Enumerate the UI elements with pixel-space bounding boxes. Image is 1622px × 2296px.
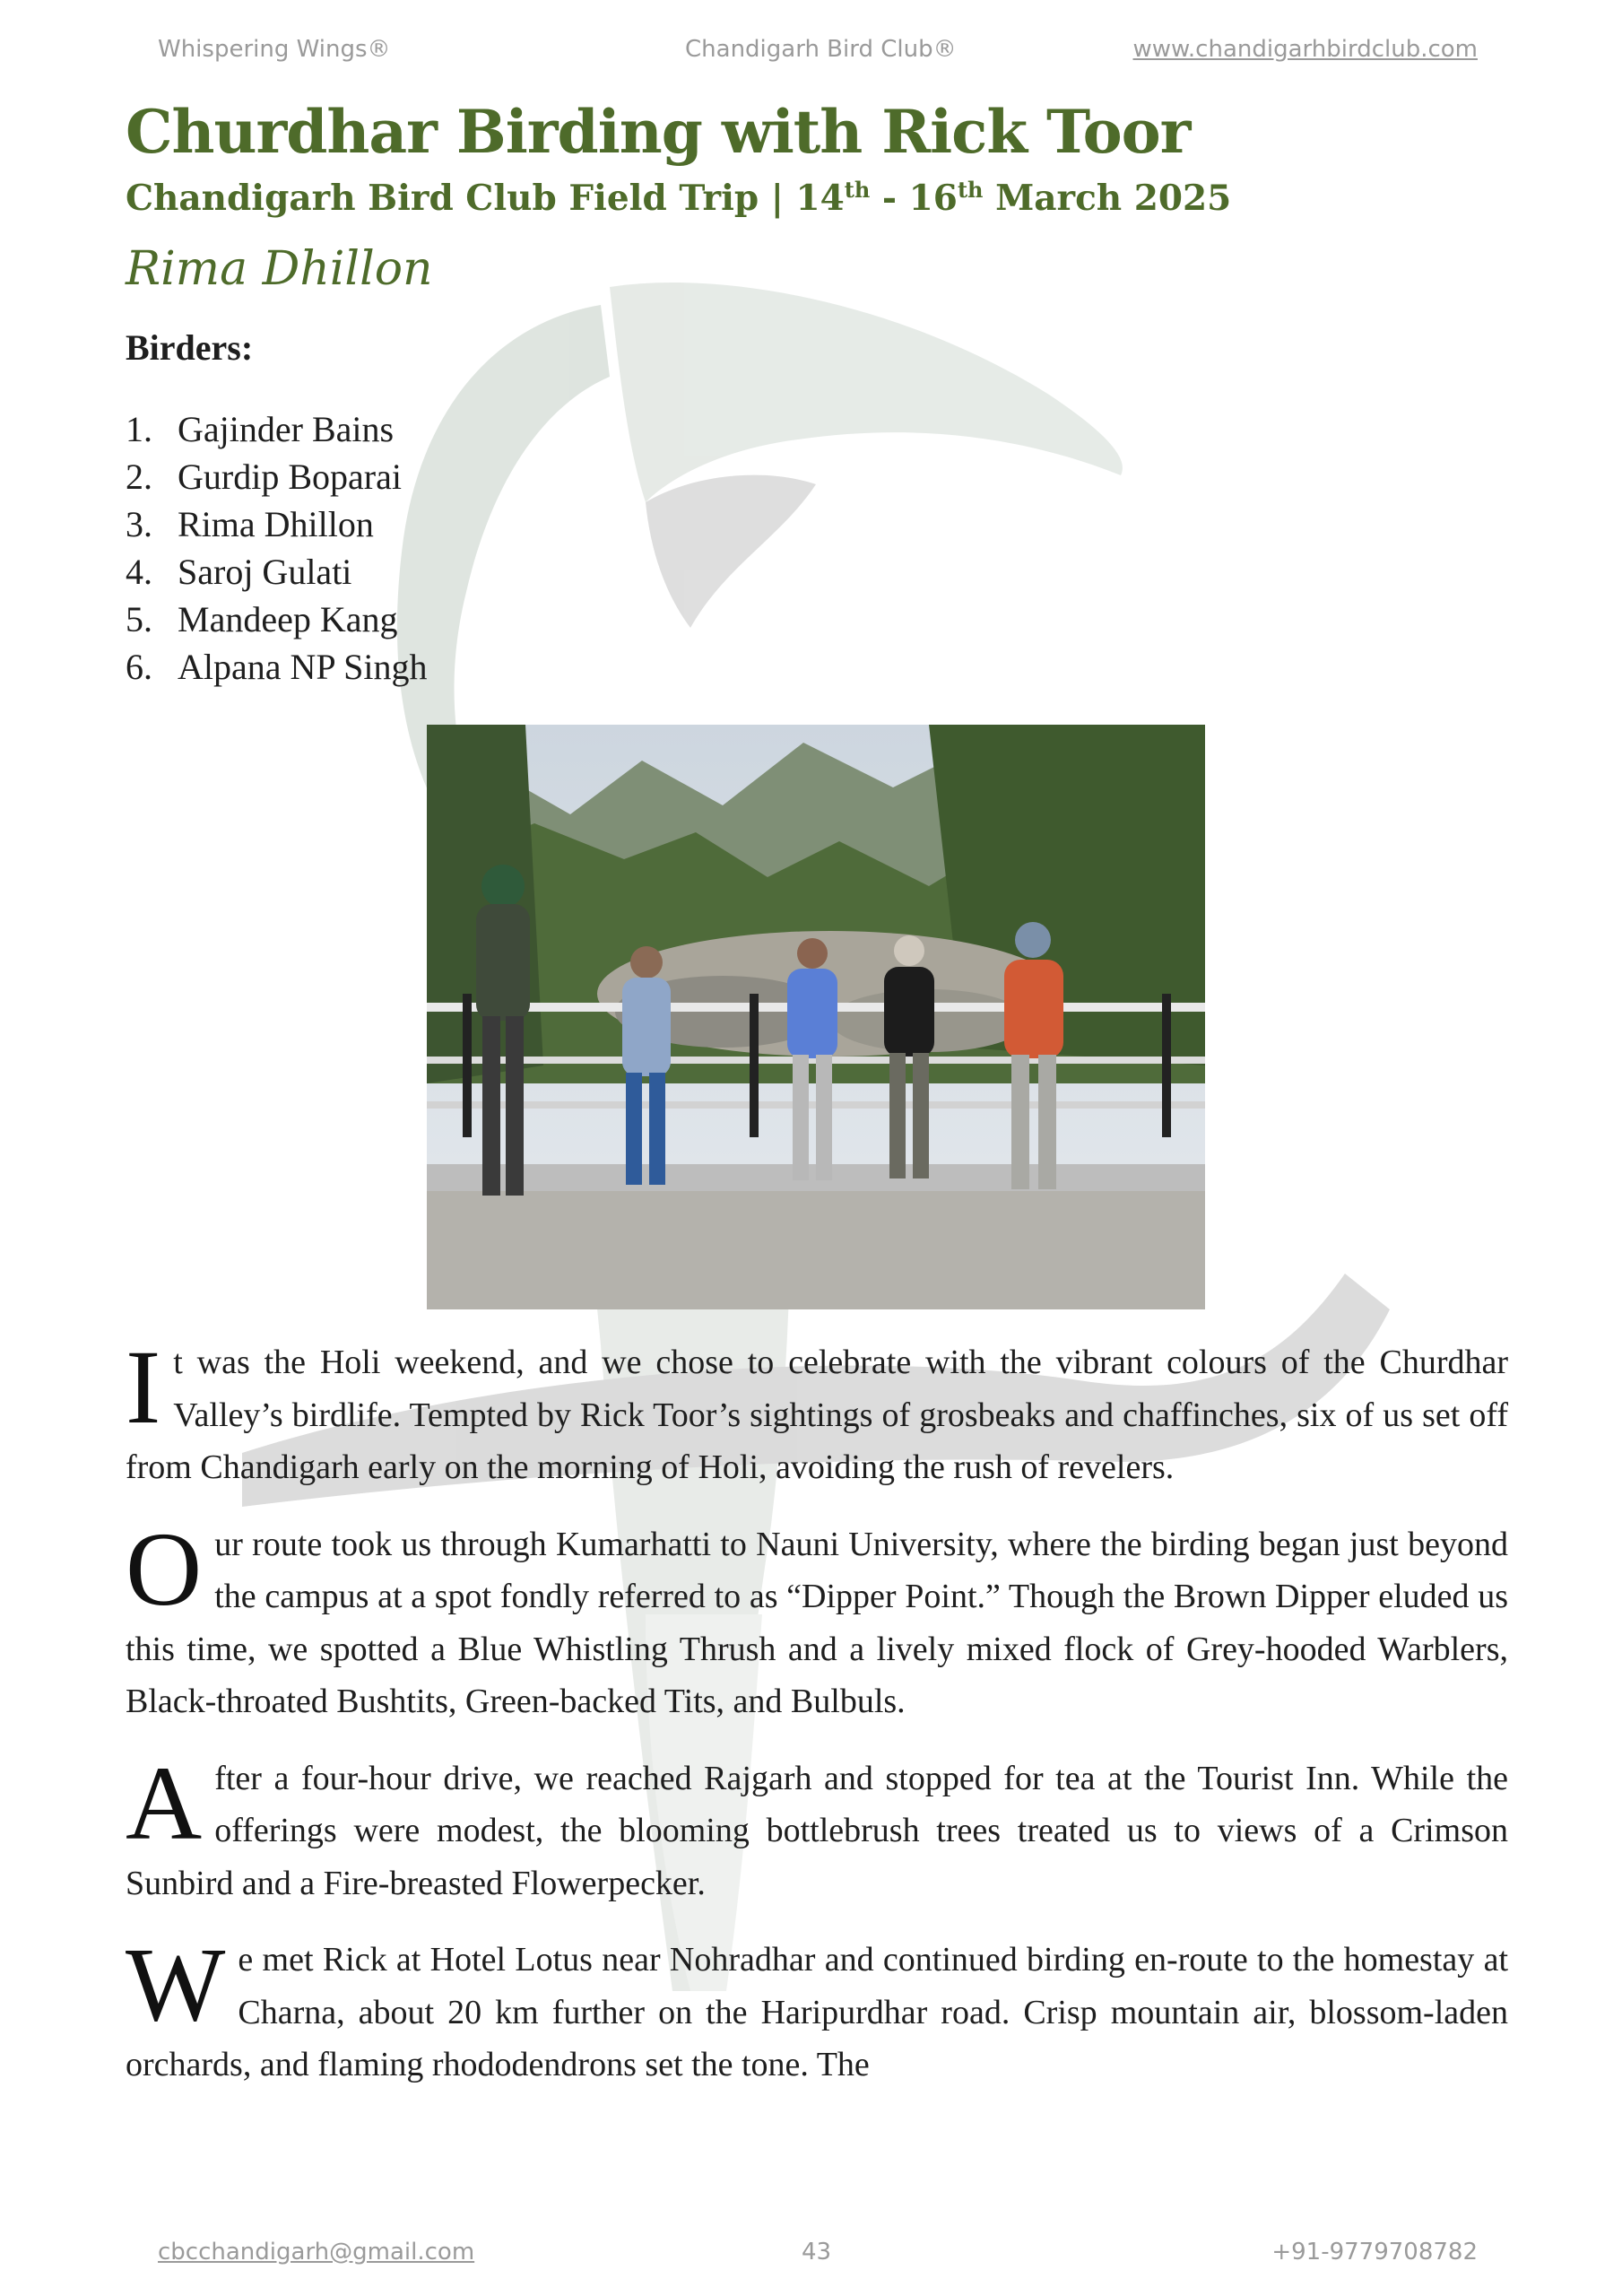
drop-cap: W bbox=[126, 1926, 226, 2043]
subtitle-sup-start: th bbox=[844, 177, 871, 203]
list-item bbox=[126, 548, 428, 596]
list-item-number: 3. bbox=[126, 504, 152, 544]
paragraph-text: t was the Holi weekend, and we chose to celebrate with the vibrant colours of the Churdhar Valley’s birdlife. Tempted by Rick Toor’s sightings of grosbeaks and chaffinches, six of us set off from Chandigarh early on the morning of Holi, avoiding the rush of revelers. bbox=[126, 1344, 1508, 1486]
page-footer bbox=[158, 2239, 1478, 2274]
list-item-number: 1. bbox=[126, 409, 152, 449]
subtitle-middle: - 16 bbox=[870, 178, 958, 219]
list-item-name: Rima Dhillon bbox=[178, 504, 374, 544]
list-item-name: Alpana NP Singh bbox=[178, 647, 428, 687]
drop-cap: O bbox=[126, 1509, 203, 1628]
list-item bbox=[126, 643, 428, 691]
author-signature: Rima Dhillon bbox=[126, 242, 433, 296]
paragraph bbox=[126, 1509, 1508, 1728]
paragraph-text: ur route took us through Kumarhatti to Nauni University, where the birding began just beyond the campus at a spot fondly referred to as “Dipper Point.” Though the Brown Dipper eluded us this time, we spotted a Blue Whistling Thrush and a lively mixed flock of Grey-hooded Warblers, Black-throated Bushtits, Green-backed Tits, and Bulbuls. bbox=[126, 1525, 1508, 1720]
header-magazine-name: Whispering Wings® bbox=[158, 36, 391, 63]
list-item-number: 6. bbox=[126, 647, 152, 687]
header-club-name: Chandigarh Bird Club® bbox=[685, 36, 957, 63]
article-subtitle bbox=[126, 178, 1231, 219]
birders-list bbox=[126, 405, 428, 691]
footer-email-link[interactable]: cbcchandigarh@gmail.com bbox=[158, 2239, 475, 2266]
article-body bbox=[126, 1328, 1508, 2116]
drop-cap: I bbox=[126, 1328, 161, 1446]
list-item bbox=[126, 453, 428, 500]
paragraph-text: fter a four-hour drive, we reached Rajgarh and stopped for tea at the Tourist Inn. While the offerings were modest, the blooming bottlebrush trees treated us to views of a Crimson Sunbird and a Fire-breasted Flowerpecker. bbox=[126, 1759, 1508, 1902]
subtitle-prefix: Chandigarh Bird Club Field Trip | 14 bbox=[126, 178, 845, 219]
list-item-name: Gurdip Boparai bbox=[178, 457, 402, 497]
paragraph bbox=[126, 1744, 1508, 1910]
birders-heading: Birders: bbox=[126, 327, 254, 368]
footer-phone: +91-9779708782 bbox=[1271, 2239, 1478, 2266]
article-title: Churdhar Birding with Rick Toor bbox=[126, 97, 1191, 167]
subtitle-suffix: March 2025 bbox=[983, 178, 1232, 219]
list-item bbox=[126, 500, 428, 548]
list-item-number: 4. bbox=[126, 552, 152, 592]
list-item-number: 2. bbox=[126, 457, 152, 497]
list-item-name: Gajinder Bains bbox=[178, 409, 395, 449]
page-number: 43 bbox=[802, 2239, 832, 2266]
header-website-link[interactable]: www.chandigarhbirdclub.com bbox=[1132, 36, 1478, 63]
subtitle-sup-end: th bbox=[957, 177, 984, 203]
list-item bbox=[126, 405, 428, 453]
group-photo-illustration bbox=[427, 725, 1205, 1309]
paragraph bbox=[126, 1926, 1508, 2092]
page-header bbox=[158, 36, 1478, 72]
drop-cap: A bbox=[126, 1744, 203, 1862]
list-item bbox=[126, 596, 428, 643]
list-item-name: Mandeep Kang bbox=[178, 599, 398, 639]
group-photo bbox=[427, 725, 1205, 1309]
list-item-number: 5. bbox=[126, 599, 152, 639]
paragraph bbox=[126, 1328, 1508, 1494]
paragraph-text: e met Rick at Hotel Lotus near Nohradhar and continued birding en-route to the homestay at Charna, about 20 km further on the Haripurdhar road. Crisp mountain air, blossom-laden orchards, and flaming rhododendrons set the tone. The bbox=[126, 1941, 1508, 2083]
list-item-name: Saroj Gulati bbox=[178, 552, 352, 592]
